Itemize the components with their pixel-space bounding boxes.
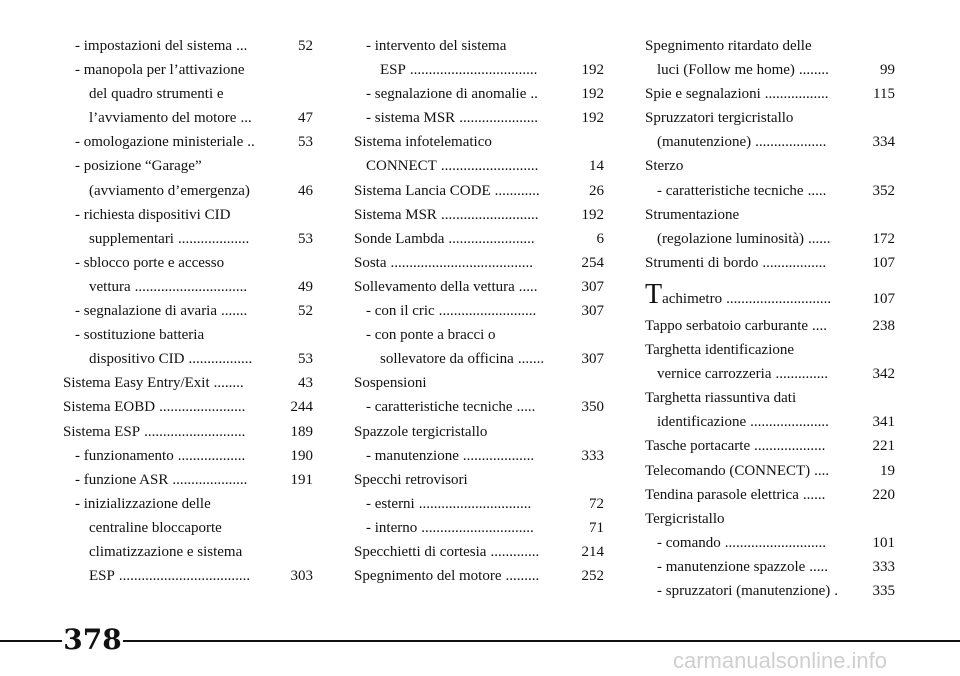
entry-dots: .................................. xyxy=(409,62,538,79)
entry-text: vettura xyxy=(89,278,131,295)
entry-page: 307 xyxy=(581,278,604,295)
entry-dots: ............ xyxy=(494,182,540,199)
entry-text: Sollevamento della vettura xyxy=(354,278,515,295)
entry-text: (regolazione luminosità) xyxy=(657,230,805,247)
entry-dots: ................... xyxy=(462,447,535,464)
entry-dots: ........ xyxy=(798,62,829,79)
index-entry xyxy=(63,154,313,178)
index-entry xyxy=(63,299,313,323)
entry-text: - segnalazione di anomalie xyxy=(366,86,527,103)
entry-dots: ........................... xyxy=(144,423,246,440)
entry-dots: ........ xyxy=(213,375,244,392)
entry-text: dispositivo CID xyxy=(89,351,185,368)
entry-text: Sosta xyxy=(354,254,387,271)
entry-page: 352 xyxy=(872,182,895,199)
entry-dots: .. xyxy=(247,134,255,151)
index-entry xyxy=(354,540,604,564)
entry-text: Spazzole tergicristallo xyxy=(354,423,488,440)
index-entry xyxy=(63,58,313,82)
entry-page: 220 xyxy=(872,486,895,503)
entry-text: Targhetta identificazione xyxy=(645,342,795,359)
entry-text: - comando xyxy=(657,534,721,551)
entry-text: - sistema MSR xyxy=(366,110,456,127)
entry-text: Sterzo xyxy=(645,158,684,175)
entry-dots: .................. xyxy=(177,447,246,464)
index-entry xyxy=(645,459,895,483)
entry-page: 47 xyxy=(298,110,313,127)
index-entry xyxy=(354,516,604,540)
entry-dots: .............................. xyxy=(421,519,534,536)
index-entry xyxy=(354,347,604,371)
index-entry xyxy=(354,106,604,130)
entry-page: 71 xyxy=(589,519,604,536)
entry-text: - manutenzione spazzole xyxy=(657,558,806,575)
index-entry xyxy=(645,410,895,434)
index-entry xyxy=(354,299,604,323)
entry-dots: ......... xyxy=(505,568,540,585)
entry-dots: ................. xyxy=(762,254,827,271)
index-entry xyxy=(354,444,604,468)
entry-dots: ............................ xyxy=(726,290,832,307)
entry-dots: ..................... xyxy=(459,110,538,127)
entry-text: - funzione ASR xyxy=(75,471,169,488)
index-entry xyxy=(63,34,313,58)
entry-text: l’avviamento del motore xyxy=(89,110,237,127)
entry-page: 115 xyxy=(873,86,895,103)
entry-text: - con ponte a bracci o xyxy=(366,327,496,344)
entry-page: 53 xyxy=(298,134,313,151)
entry-text: Sistema EOBD xyxy=(63,399,156,416)
entry-page: 350 xyxy=(581,399,604,416)
index-entry xyxy=(63,444,313,468)
index-entry xyxy=(63,203,313,227)
entry-text: Spie e segnalazioni xyxy=(645,86,761,103)
entry-dots: ................. xyxy=(764,86,829,103)
index-entry xyxy=(63,371,313,395)
entry-text: Spegnimento del motore xyxy=(354,568,502,585)
index-column-1 xyxy=(63,34,313,588)
entry-text: - omologazione ministeriale xyxy=(75,134,244,151)
index-entry xyxy=(63,251,313,275)
index-group-t xyxy=(645,314,895,603)
entry-page: 254 xyxy=(581,254,604,271)
entry-page: 72 xyxy=(589,495,604,512)
index-entry xyxy=(354,179,604,203)
entry-text: Strumenti di bordo xyxy=(645,254,759,271)
entry-text: Telecomando (CONNECT) xyxy=(645,462,811,479)
index-entry xyxy=(63,179,313,203)
entry-text: - interno xyxy=(366,519,418,536)
entry-page: 214 xyxy=(581,543,604,560)
entry-page: 53 xyxy=(298,351,313,368)
entry-text: - con il cric xyxy=(366,303,435,320)
entry-page: 192 xyxy=(581,110,604,127)
entry-text: Sistema Lancia CODE xyxy=(354,182,491,199)
entry-text: Tappo serbatoio carburante xyxy=(645,317,809,334)
index-column-2 xyxy=(354,34,604,588)
entry-dots: ................................... xyxy=(118,568,251,585)
entry-text-rest: achimetro xyxy=(662,290,723,307)
entry-text: Sonde Lambda xyxy=(354,230,445,247)
entry-page: 341 xyxy=(872,414,895,431)
entry-page: 46 xyxy=(298,182,313,199)
entry-text: Targhetta riassuntiva dati xyxy=(645,390,797,407)
index-entry xyxy=(63,82,313,106)
entry-text: luci (Follow me home) xyxy=(657,62,795,79)
entry-dots: .................... xyxy=(172,471,248,488)
entry-dots: ... xyxy=(240,110,252,127)
watermark: carmanualsonline.info xyxy=(673,648,888,673)
entry-dots: .............................. xyxy=(134,278,248,295)
index-entry xyxy=(354,227,604,251)
entry-dots: .... xyxy=(814,462,830,479)
entry-text: - spruzzatori (manutenzione) xyxy=(657,582,831,599)
entry-text: - caratteristiche tecniche xyxy=(657,182,804,199)
entry-page: 307 xyxy=(581,303,604,320)
entry-text: Sistema ESP xyxy=(63,423,141,440)
index-entry xyxy=(645,483,895,507)
entry-page: 6 xyxy=(596,230,604,247)
entry-text: - sblocco porte e accesso xyxy=(75,254,225,271)
entry-page: 53 xyxy=(298,230,313,247)
index-entry xyxy=(63,540,313,564)
entry-dots: ..................... xyxy=(750,414,829,431)
entry-text: (avviamento d’emergenza) xyxy=(89,182,250,199)
entry-page: 26 xyxy=(589,182,604,199)
entry-dots: .......................... xyxy=(440,206,539,223)
index-entry xyxy=(645,154,895,178)
entry-dots: .......................... xyxy=(438,303,537,320)
entry-page: 335 xyxy=(872,582,895,599)
index-entry xyxy=(354,371,604,395)
index-entry xyxy=(63,227,313,251)
index-entry xyxy=(645,227,895,251)
entry-page: 43 xyxy=(298,375,313,392)
entry-text: Sistema Easy Entry/Exit xyxy=(63,375,210,392)
entry-page: 192 xyxy=(581,206,604,223)
index-entry xyxy=(645,434,895,458)
entry-dots: . xyxy=(834,582,839,599)
index-entry xyxy=(354,468,604,492)
entry-page: 303 xyxy=(290,568,313,585)
index-entry xyxy=(645,58,895,82)
index-entry xyxy=(63,468,313,492)
index-entry xyxy=(354,34,604,58)
entry-dots: ................. xyxy=(188,351,253,368)
index-entry xyxy=(354,420,604,444)
entry-text: - caratteristiche tecniche xyxy=(366,399,513,416)
entry-page: 49 xyxy=(298,278,313,295)
entry-text: Strumentazione xyxy=(645,206,740,223)
index-entry xyxy=(354,130,604,154)
entry-text: ESP xyxy=(380,62,406,79)
entry-page: 99 xyxy=(880,62,895,79)
footer-rule-left xyxy=(0,640,62,642)
entry-page: 192 xyxy=(581,62,604,79)
index-entry xyxy=(645,531,895,555)
entry-page: 342 xyxy=(872,366,895,383)
entry-page: 307 xyxy=(581,351,604,368)
entry-text: - manopola per l’attivazione xyxy=(75,62,245,79)
entry-page: 244 xyxy=(290,399,313,416)
entry-text: climatizzazione e sistema xyxy=(89,543,243,560)
entry-text: - funzionamento xyxy=(75,447,174,464)
entry-dots: ..... xyxy=(518,278,538,295)
entry-text: Tasche portacarte xyxy=(645,438,751,455)
entry-text: vernice carrozzeria xyxy=(657,366,772,383)
entry-text: - richiesta dispositivi CID xyxy=(75,206,231,223)
index-entry xyxy=(63,275,313,299)
entry-text: - manutenzione xyxy=(366,447,459,464)
entry-page: 238 xyxy=(872,317,895,334)
entry-text: Spruzzatori tergicristallo xyxy=(645,110,794,127)
index-entry xyxy=(63,516,313,540)
index-entry xyxy=(354,82,604,106)
index-entry xyxy=(645,203,895,227)
entry-dots: ................... xyxy=(755,134,827,151)
index-entry xyxy=(645,82,895,106)
page-number: 378 xyxy=(63,623,122,656)
entry-text: - inizializzazione delle xyxy=(75,495,211,512)
index-entry xyxy=(63,492,313,516)
entry-text: Specchi retrovisori xyxy=(354,471,468,488)
entry-text: identificazione xyxy=(657,414,747,431)
entry-text: - segnalazione di avaria xyxy=(75,303,218,320)
entry-page: 190 xyxy=(290,447,313,464)
entry-dots: ................... xyxy=(754,438,826,455)
entry-dots: ...................................... xyxy=(390,254,534,271)
entry-dots: ....................... xyxy=(159,399,246,416)
entry-page: 334 xyxy=(872,134,895,151)
entry-page: 52 xyxy=(298,303,313,320)
entry-text: CONNECT xyxy=(366,158,437,175)
entry-dots: .. xyxy=(530,86,538,103)
entry-text: Tergicristallo xyxy=(645,510,725,527)
section-t-entry xyxy=(645,283,895,314)
index-entry xyxy=(645,179,895,203)
index-entry xyxy=(354,564,604,588)
entry-dots: ....................... xyxy=(448,230,535,247)
entry-page: 189 xyxy=(290,423,313,440)
index-entry xyxy=(354,275,604,299)
entry-page: 191 xyxy=(290,471,313,488)
entry-text: - esterni xyxy=(366,495,415,512)
entry-text: Sospensioni xyxy=(354,375,427,392)
index-entry xyxy=(645,338,895,362)
entry-page: 14 xyxy=(589,158,604,175)
entry-text: supplementari xyxy=(89,230,174,247)
entry-dots: ..... xyxy=(809,558,829,575)
index-entry xyxy=(645,106,895,130)
entry-dots: ..... xyxy=(516,399,536,416)
entry-page: 192 xyxy=(581,86,604,103)
entry-dots: ................... xyxy=(177,230,250,247)
entry-text: - sostituzione batteria xyxy=(75,327,205,344)
entry-dots: .... xyxy=(812,317,828,334)
entry-page: 252 xyxy=(581,568,604,585)
entry-dots: ..... xyxy=(807,182,827,199)
entry-page: 101 xyxy=(872,534,895,551)
entry-text: ESP xyxy=(89,568,115,585)
index-entry xyxy=(354,251,604,275)
index-entry xyxy=(354,323,604,347)
index-entry xyxy=(645,555,895,579)
entry-page: 221 xyxy=(872,438,895,455)
index-entry xyxy=(63,323,313,347)
entry-page: 333 xyxy=(581,447,604,464)
index-entry xyxy=(63,347,313,371)
entry-text: - intervento del sistema xyxy=(366,38,507,54)
entry-page: 107 xyxy=(872,290,895,307)
index-entry xyxy=(63,106,313,130)
index-entry xyxy=(645,34,895,58)
index-entry xyxy=(645,314,895,338)
entry-text: sollevatore da officina xyxy=(380,351,514,368)
index-entry xyxy=(645,362,895,386)
entry-text: Sistema infotelematico xyxy=(354,134,492,151)
entry-dots: .............. xyxy=(775,366,828,383)
entry-text xyxy=(645,283,722,311)
index-entry xyxy=(63,395,313,419)
entry-dots: ....... xyxy=(517,351,545,368)
entry-text: Spegnimento ritardato delle xyxy=(645,38,812,54)
index-group-s xyxy=(645,34,895,275)
index-entry xyxy=(354,203,604,227)
index-entry xyxy=(63,420,313,444)
index-entry xyxy=(63,564,313,588)
index-entry xyxy=(354,492,604,516)
entry-dots: .......................... xyxy=(440,158,539,175)
section-initial-letter: T xyxy=(645,282,663,310)
entry-dots: ........................... xyxy=(724,534,826,551)
entry-text: - posizione “Garage” xyxy=(75,158,202,175)
entry-page: 52 xyxy=(298,38,313,54)
entry-dots: ...... xyxy=(808,230,831,247)
entry-page: 107 xyxy=(872,254,895,271)
footer-rule-right xyxy=(123,640,960,642)
index-entry xyxy=(63,130,313,154)
entry-text: (manutenzione) xyxy=(657,134,752,151)
index-entry xyxy=(645,130,895,154)
index-entry xyxy=(645,386,895,410)
index-entry xyxy=(354,154,604,178)
entry-text: - impostazioni del sistema xyxy=(75,38,233,54)
entry-text: Specchietti di cortesia xyxy=(354,543,487,560)
entry-page: 333 xyxy=(872,558,895,575)
entry-page: 19 xyxy=(880,462,895,479)
index-entry xyxy=(354,58,604,82)
entry-text: centraline bloccaporte xyxy=(89,519,222,536)
entry-dots: ............. xyxy=(490,543,540,560)
entry-dots: ... xyxy=(236,38,248,54)
entry-dots: ....... xyxy=(221,303,248,320)
entry-dots: .............................. xyxy=(418,495,532,512)
entry-page: 172 xyxy=(872,230,895,247)
entry-dots: ...... xyxy=(802,486,826,503)
index-entry xyxy=(645,507,895,531)
entry-text: Sistema MSR xyxy=(354,206,437,223)
index-entry xyxy=(354,395,604,419)
index-column-3 xyxy=(645,34,895,603)
index-entry xyxy=(645,251,895,275)
entry-text: Tendina parasole elettrica xyxy=(645,486,799,503)
entry-text: del quadro strumenti e xyxy=(89,86,224,103)
index-entry xyxy=(645,579,895,603)
